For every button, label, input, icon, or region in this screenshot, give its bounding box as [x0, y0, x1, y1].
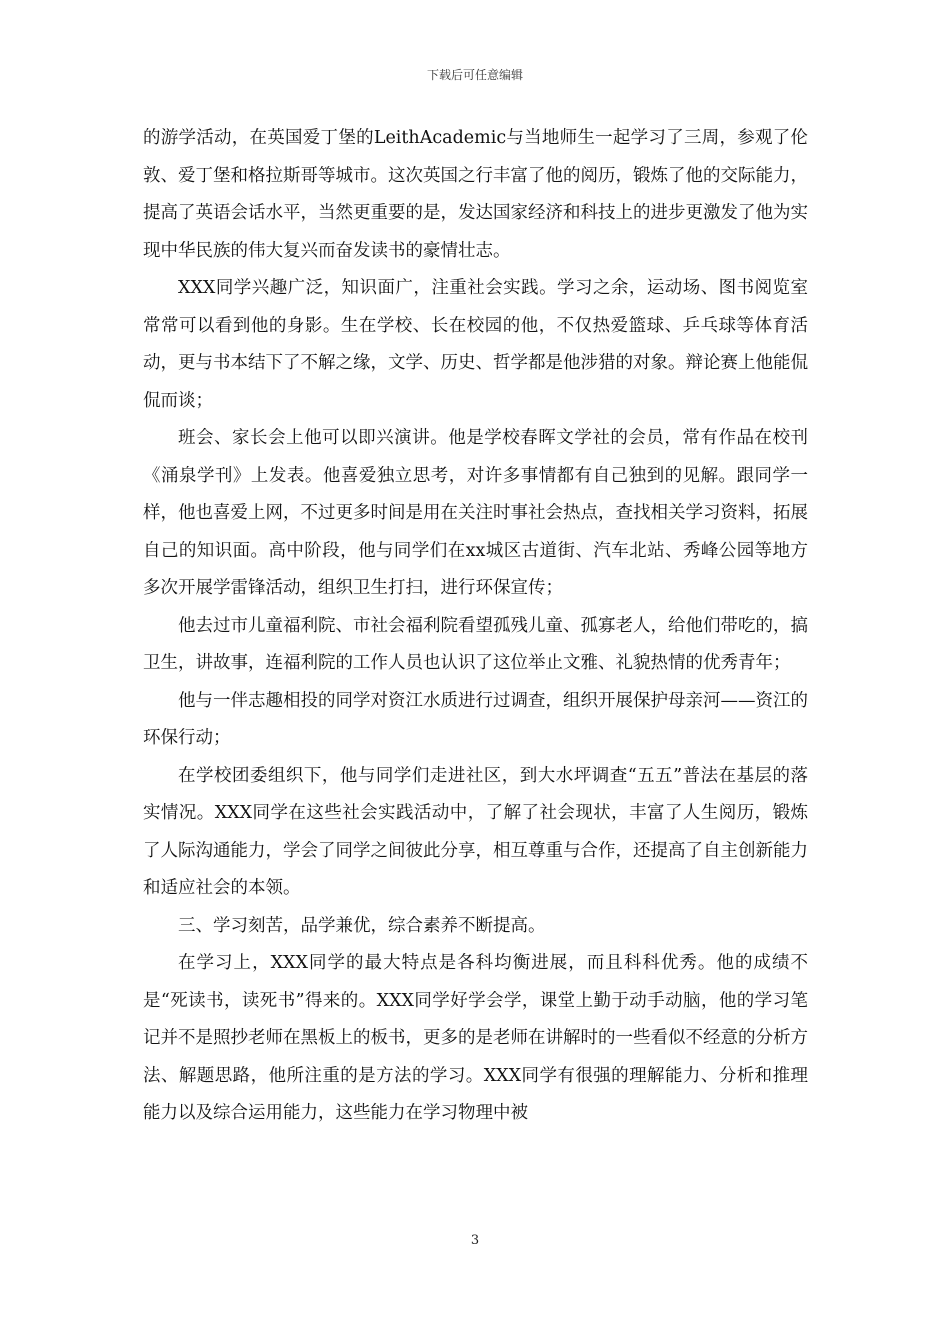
paragraph-speech: 班会、家长会上他可以即兴演讲。他是学校春晖文学社的会员，常有作品在校刊《涌泉学刊》上发表。他喜爱独立思考，对许多事情都有自己独到的见解。跟同学一样，他也喜爱上网，不过更多时间是用在关注时事社会热点，查找相关学习资料，拓展自己的知识面。高中阶段，他与同学们在xx城区古道街、汽车北站、秀峰公园等地方多次开展学雷锋活动，组织卫生打扫，进行环保宣传；	[143, 428, 808, 598]
paragraph-welfare: 他去过市儿童福利院、市社会福利院看望孤残儿童、孤寡老人，给他们带吃的，搞卫生，讲故事，连福利院的工作人员也认识了这位举止文雅、礼貌热情的优秀青年；	[143, 615, 808, 673]
document-body	[143, 120, 808, 1133]
paragraph-interests: XXX同学兴趣广泛，知识面广，注重社会实践。学习之余，运动场、图书阅览室常常可以看到他的身影。生在学校、长在校园的他，不仅热爱篮球、乒乓球等体育活动，更与书本结下了不解之缘，文学、历史、哲学都是他涉猎的对象。辩论赛上他能侃侃而谈；	[143, 278, 808, 411]
section-heading: 三、学习刻苦，品学兼优，综合素养不断提高。	[178, 915, 546, 936]
paragraph-continued: 的游学活动，在英国爱丁堡的LeithAcademic与当地师生一起学习了三周，参观了伦敦、爱丁堡和格拉斯哥等城市。这次英国之行丰富了他的阅历，锻炼了他的交际能力，提高了英语会话水平，当然更重要的是，发达国家经济和科技上的进步更激发了他为实现中华民族的伟大复兴而奋发读书的豪情壮志。	[143, 128, 808, 261]
page-header: 下载后可任意编辑	[426, 68, 523, 82]
paragraph-study: 在学习上，XXX同学的最大特点是各科均衡进展，而且科科优秀。他的成绩不是“死读书，读死书”得来的。XXX同学好学会学，课堂上勤于动手动脑，他的学习笔记并不是照抄老师在黑板上的板书，更多的是老师在讲解时的一些看似不经意的分析方法、解题思路，他所注重的是方法的学习。XXX同学有很强的理解能力、分析和推理能力以及综合运用能力，这些能力在学习物理中被	[143, 953, 808, 1123]
paragraph-community: 在学校团委组织下，他与同学们走进社区，到大水坪调查“五五”普法在基层的落实情况。XXX同学在这些社会实践活动中，了解了社会现状，丰富了人生阅历，锻炼了人际沟通能力，学会了同学之间彼此分享，相互尊重与合作，还提高了自主创新能力和适应社会的本领。	[143, 765, 808, 898]
page-number: 3	[470, 1233, 480, 1248]
paragraph-river: 他与一伴志趣相投的同学对资江水质进行过调查，组织开展保护母亲河——资江的环保行动；	[143, 690, 808, 748]
